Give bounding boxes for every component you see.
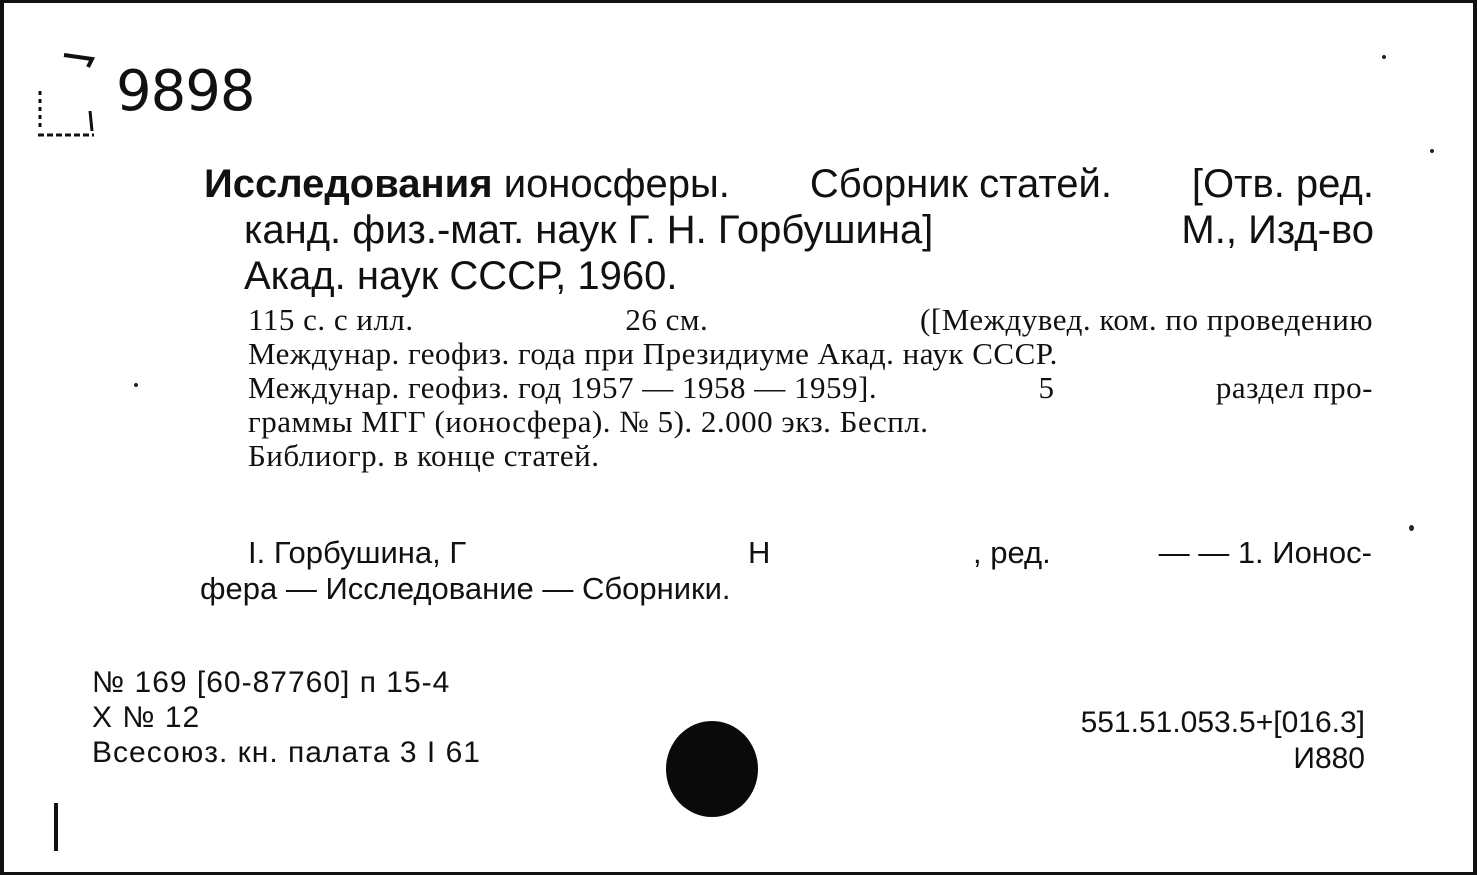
speck: [134, 383, 138, 387]
title-text: М., Изд-во: [1181, 208, 1374, 252]
description-line: Междунар. геофиз. год 1957 — 1958 — 1959]. 5 раздел про-: [248, 370, 1373, 405]
title-text: [Отв. ред.: [1191, 162, 1374, 206]
title-main-heading: Исследования: [204, 162, 493, 206]
edge-mark: [54, 803, 58, 851]
punch-hole: [666, 721, 758, 817]
handwritten-corner-mark: [34, 51, 98, 143]
description-line: Междунар. геофиз. года при Президиуме Акад. наук СССР.: [248, 336, 1058, 371]
cutter-number: И880: [1293, 742, 1365, 775]
title-text: канд. физ.-мат. наук Г. Н. Горбушина]: [244, 208, 934, 252]
speck: [1409, 525, 1414, 531]
tracing-line-2: фера — Исследование — Сборники.: [200, 571, 731, 606]
physical-description: [248, 303, 1373, 473]
accession-number: 9898: [116, 59, 255, 124]
chamber-stamp: Всесоюз. кн. палата 3 I 61: [92, 736, 481, 769]
speck: [1382, 55, 1386, 59]
description-line: 115 с. с илл. 26 см. ([Междувед. ком. по проведению: [248, 302, 1373, 337]
classification: [1081, 705, 1365, 777]
speck: [1430, 149, 1434, 153]
title-text: Акад. наук СССР, 1960.: [244, 254, 678, 298]
tracing-line-1: I. Горбушина, Г Н , ред. — — 1. Ионос-: [248, 535, 1372, 570]
series-number: X № 12: [92, 701, 201, 734]
description-line: граммы МГГ (ионосфера). № 5). 2.000 экз. Беспл.: [248, 404, 929, 439]
registration-info: [92, 665, 481, 770]
description-line: Библиогр. в конце статей.: [248, 438, 600, 473]
subject-tracings: [200, 535, 1372, 607]
registration-number: № 169 [60-87760] п 15-4: [92, 666, 451, 699]
udc-code: 551.51.053.5+[016.3]: [1080, 706, 1365, 739]
bibliographic-title: [204, 161, 1374, 299]
title-text: ионосферы.: [503, 162, 730, 206]
title-line-2: [204, 207, 1374, 253]
title-line-1: [204, 161, 1374, 207]
title-text: Сборник статей.: [809, 162, 1112, 206]
title-line-3: [204, 253, 1374, 299]
